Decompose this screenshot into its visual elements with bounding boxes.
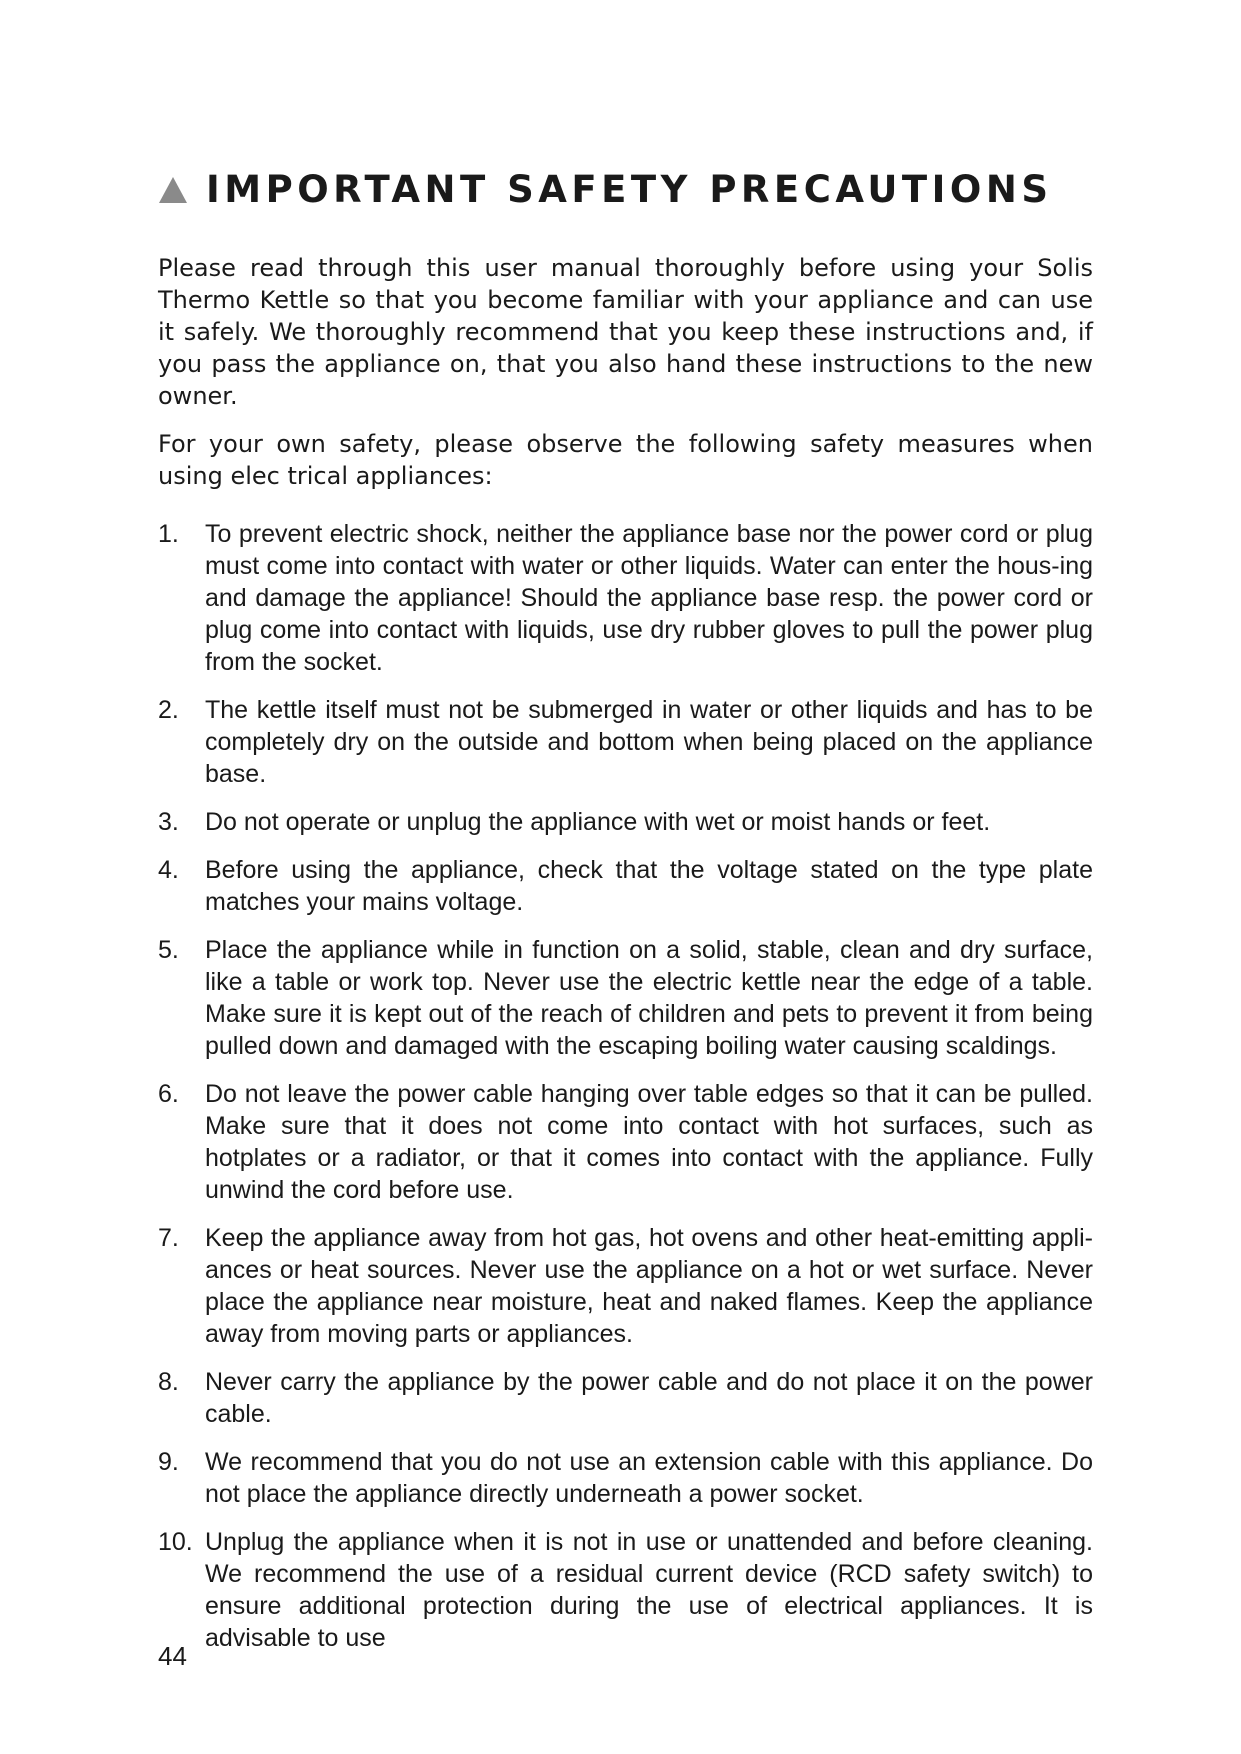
item-text: Before using the appliance, check that the voltage stated on the type plate matches your mains voltage. <box>205 856 1093 916</box>
item-text: Unplug the appliance when it is not in use or unattended and before cleaning. We recommend the use of a residual current device (RCD safety switch) to ensure additional protection during the use of electrical appliances. It is advisable to use <box>205 1528 1093 1652</box>
item-text: The kettle itself must not be submerged in water or other liquids and has to be completely dry on the outside and bottom when being placed on the appliance base. <box>205 696 1093 788</box>
safety-item-5 <box>158 934 1093 1062</box>
item-number: 3. <box>158 808 179 836</box>
item-number: 2. <box>158 696 179 724</box>
safety-item-7 <box>158 1222 1093 1350</box>
item-text: Do not operate or unplug the appliance with wet or moist hands or feet. <box>205 808 991 836</box>
item-number: 7. <box>158 1224 179 1252</box>
item-text: Do not leave the power cable hanging over table edges so that it can be pulled. Make sure that it does not come into contact with hot surfaces, such as hotplates or a radiator, or that it comes into contact with the appliance. Fully unwind the cord before use. <box>205 1080 1093 1204</box>
page-number: 44 <box>158 1641 187 1671</box>
item-text: Keep the appliance away from hot gas, hot ovens and other heat-emitting appli-ances or heat sources. Never use the appliance on a hot or wet surface. Never place the appliance near moisture, heat and naked flames. Keep the appliance away from moving parts or appliances. <box>205 1224 1093 1348</box>
safety-list <box>158 518 1093 1654</box>
page-title-text: IMPORTANT SAFETY PRECAUTIONS <box>206 168 1053 211</box>
safety-page <box>158 168 1093 1670</box>
item-number: 1. <box>158 520 179 548</box>
safety-item-3 <box>158 806 1093 838</box>
safety-item-4 <box>158 854 1093 918</box>
item-number: 4. <box>158 856 179 884</box>
item-number: 10. <box>158 1528 193 1556</box>
safety-item-1 <box>158 518 1093 678</box>
item-text: Place the appliance while in function on a solid, stable, clean and dry surface, like a table or work top. Never use the electric kettle near the edge of a table. Make sure it is kept out of the reach of children and pets to prevent it from being pulled down and damaged with the escaping boiling water causing scaldings. <box>205 936 1093 1060</box>
item-text: To prevent electric shock, neither the appliance base nor the power cord or plug must come into contact with water or other liquids. Water can enter the hous-ing and damage the appliance! Should the appliance base resp. the power cord or plug come into contact with liquids, use dry rubber gloves to pull the power plug from the socket. <box>205 520 1093 676</box>
safety-item-10 <box>158 1526 1093 1654</box>
item-text: Never carry the appliance by the power cable and do not place it on the power cable. <box>205 1368 1093 1428</box>
safety-item-6 <box>158 1078 1093 1206</box>
item-number: 8. <box>158 1368 179 1396</box>
item-number: 6. <box>158 1080 179 1108</box>
warning-triangle-icon <box>158 176 188 204</box>
safety-item-9 <box>158 1446 1093 1510</box>
item-number: 5. <box>158 936 179 964</box>
safety-item-8 <box>158 1366 1093 1430</box>
item-number: 9. <box>158 1448 179 1476</box>
safety-item-2 <box>158 694 1093 790</box>
intro-paragraph-2: For your own safety, please observe the following safety measures when using elec trical appliances: <box>158 430 1093 490</box>
intro-paragraph-1: Please read through this user manual thoroughly before using your Solis Thermo Kettle so that you become familiar with your appliance and can use it safely. We thoroughly recommend that you keep these instructions and, if you pass the appliance on, that you also hand these instructions to the new owner. <box>158 254 1093 410</box>
item-text: We recommend that you do not use an extension cable with this appliance. Do not place the appliance directly underneath a power socket. <box>205 1448 1093 1508</box>
page-title <box>158 168 1093 212</box>
